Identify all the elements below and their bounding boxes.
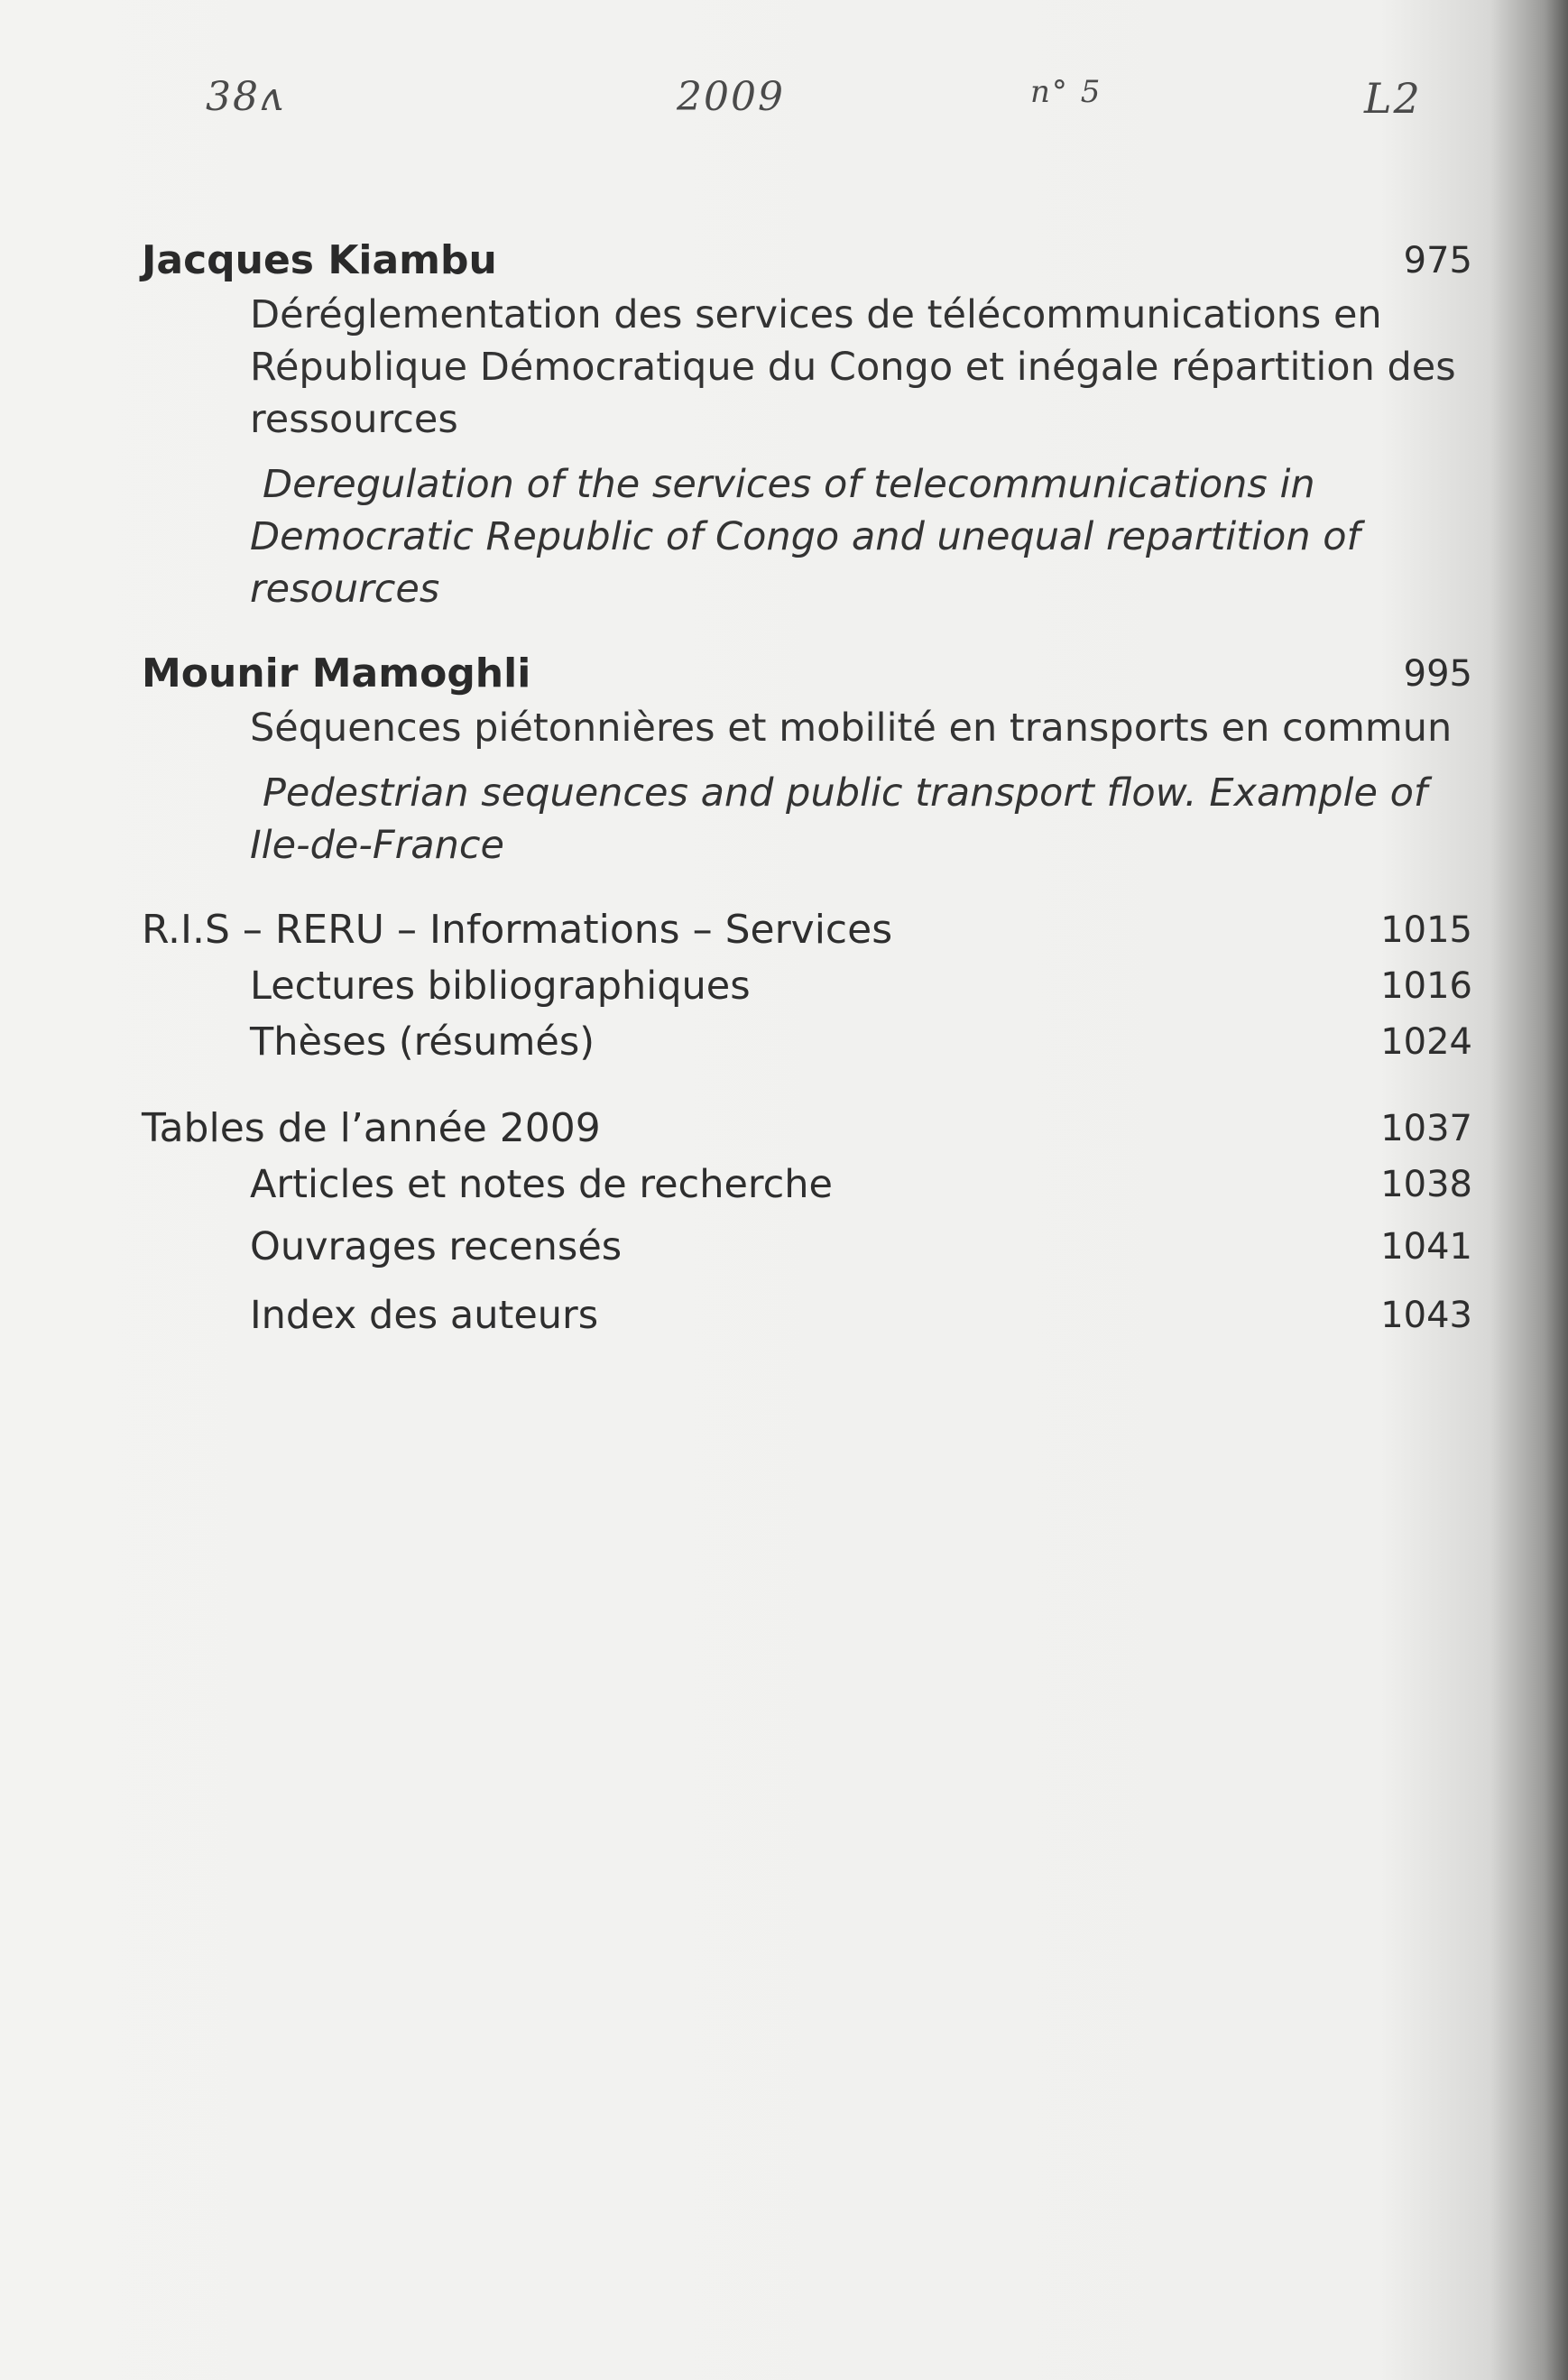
handwritten-note: 38ʌ <box>206 74 284 120</box>
article-title-fr: Déréglementation des services de télécommunications en République Démocratique du Congo et inégale répartition des ressources <box>250 292 1456 442</box>
section-title: R.I.S – RERU – Informations – Services <box>142 907 893 953</box>
table-of-contents <box>142 233 1472 1350</box>
toc-subitem <box>142 1213 1472 1281</box>
article-title-en: Deregulation of the services of telecommunications in Democratic Republic of Congo and unequal repartition of resources <box>250 462 1360 612</box>
toc-entry-header <box>142 646 1472 702</box>
handwritten-note: L2 <box>1364 74 1422 123</box>
section-title: Tables de l’année 2009 <box>142 1105 601 1151</box>
toc-section <box>142 902 1472 1070</box>
page-number: 1038 <box>1380 1164 1472 1205</box>
toc-section <box>142 1101 1472 1350</box>
page-number: 1016 <box>1380 965 1472 1007</box>
subitem-title: Articles et notes de recherche <box>250 1162 833 1207</box>
page-number: 1043 <box>1380 1295 1472 1336</box>
page-number: 975 <box>1403 240 1472 281</box>
article-title-fr: Séquences piétonnières et mobilité en transports en commun <box>250 706 1453 751</box>
toc-subitem <box>142 1281 1472 1350</box>
toc-entry-header <box>142 233 1472 289</box>
subitem-title: Lectures bibliographiques <box>250 964 751 1009</box>
subitem-title: Ouvrages recensés <box>250 1224 623 1269</box>
subitem-title: Thèses (résumés) <box>250 1019 595 1065</box>
handwritten-note: 2009 <box>677 74 785 120</box>
toc-subitem <box>142 958 1472 1014</box>
article-title-en: Pedestrian sequences and public transport flow. Example of Ile-de-France <box>250 770 1428 868</box>
toc-subitem <box>142 1014 1472 1070</box>
page-number: 995 <box>1403 653 1472 695</box>
author-name: Jacques Kiambu <box>142 237 497 283</box>
handwritten-note: n° 5 <box>1030 74 1102 110</box>
toc-subitem <box>142 1157 1472 1213</box>
subitem-title: Index des auteurs <box>250 1293 599 1338</box>
toc-section-header <box>142 902 1472 958</box>
page-number: 1037 <box>1380 1108 1472 1149</box>
page-number: 1041 <box>1380 1226 1472 1268</box>
page-number: 1024 <box>1380 1021 1472 1063</box>
author-name: Mounir Mamoghli <box>142 650 531 696</box>
toc-entry <box>142 233 1472 615</box>
toc-section-header <box>142 1101 1472 1157</box>
toc-entry <box>142 646 1472 872</box>
page-number: 1015 <box>1380 909 1472 951</box>
